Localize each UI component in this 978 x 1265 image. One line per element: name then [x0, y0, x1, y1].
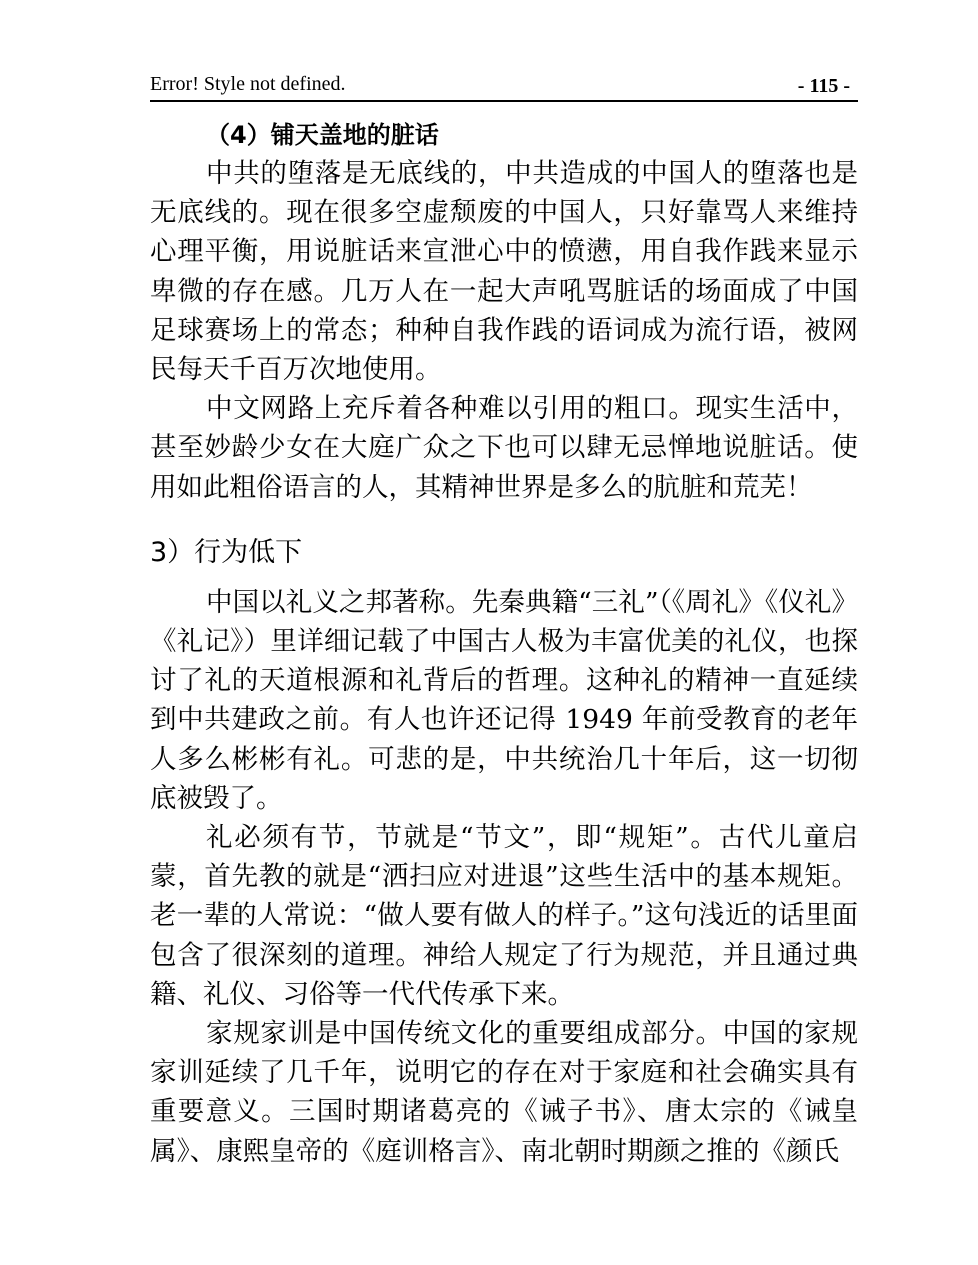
section-heading: 3）行为低下: [150, 536, 303, 568]
running-header: [150, 60, 858, 102]
subsection-heading: （4）铺天盖地的脏话: [206, 121, 439, 149]
header-chapter-title: Error! Style not defined.: [150, 73, 346, 95]
body-paragraph: 中国以礼义之邦著称。先秦典籍“三礼”（《周礼》《仪礼》《礼记》）里详细记载了中国古人极为丰富优美的礼仪，也探讨了礼的天道根源和礼背后的哲理。这种礼的精神一直延续到中共建政之前。有人也许还记得 1949 年前受教育的老年人多么彬彬有礼。可悲的是，中共统治几十年后，这一切彻底被毁了。: [150, 586, 858, 814]
body-paragraph: 中文网路上充斥着各种难以引用的粗口。现实生活中，甚至妙龄少女在大庭广众之下也可以肆无忌惮地说脏话。使用如此粗俗语言的人，其精神世界是多么的肮脏和荒芜！: [150, 393, 858, 503]
page-number: - 115 -: [797, 75, 850, 97]
body-paragraph: 礼必须有节，节就是“节文”，即“规矩”。古代儿童启蒙，首先教的就是“洒扫应对进退”这些生活中的基本规矩。老一辈的人常说：“做人要有做人的样子。”这句浅近的话里面包含了很深刻的道理。神给人规定了行为规范，并且通过典籍、礼仪、习俗等一代代传承下来。: [150, 822, 858, 1010]
document-page: [150, 60, 858, 1171]
body-paragraph: 家规家训是中国传统文化的重要组成部分。中国的家规家训延续了几千年，说明它的存在对于家庭和社会确实具有重要意义。三国时期诸葛亮的《诫子书》、唐太宗的《诫皇属》、康熙皇帝的《庭训格言》、南北朝时期颜之推的《颜氏: [150, 1018, 858, 1167]
body-paragraph: 中共的堕落是无底线的，中共造成的中国人的堕落也是无底线的。现在很多空虚颓废的中国人，只好靠骂人来维持心理平衡，用说脏话来宣泄心中的愤懑，用自我作践来显示卑微的存在感。几万人在一起大声吼骂脏话的场面成了中国足球赛场上的常态；种种自我作践的语词成为流行语，被网民每天千百万次地使用。: [150, 158, 858, 386]
